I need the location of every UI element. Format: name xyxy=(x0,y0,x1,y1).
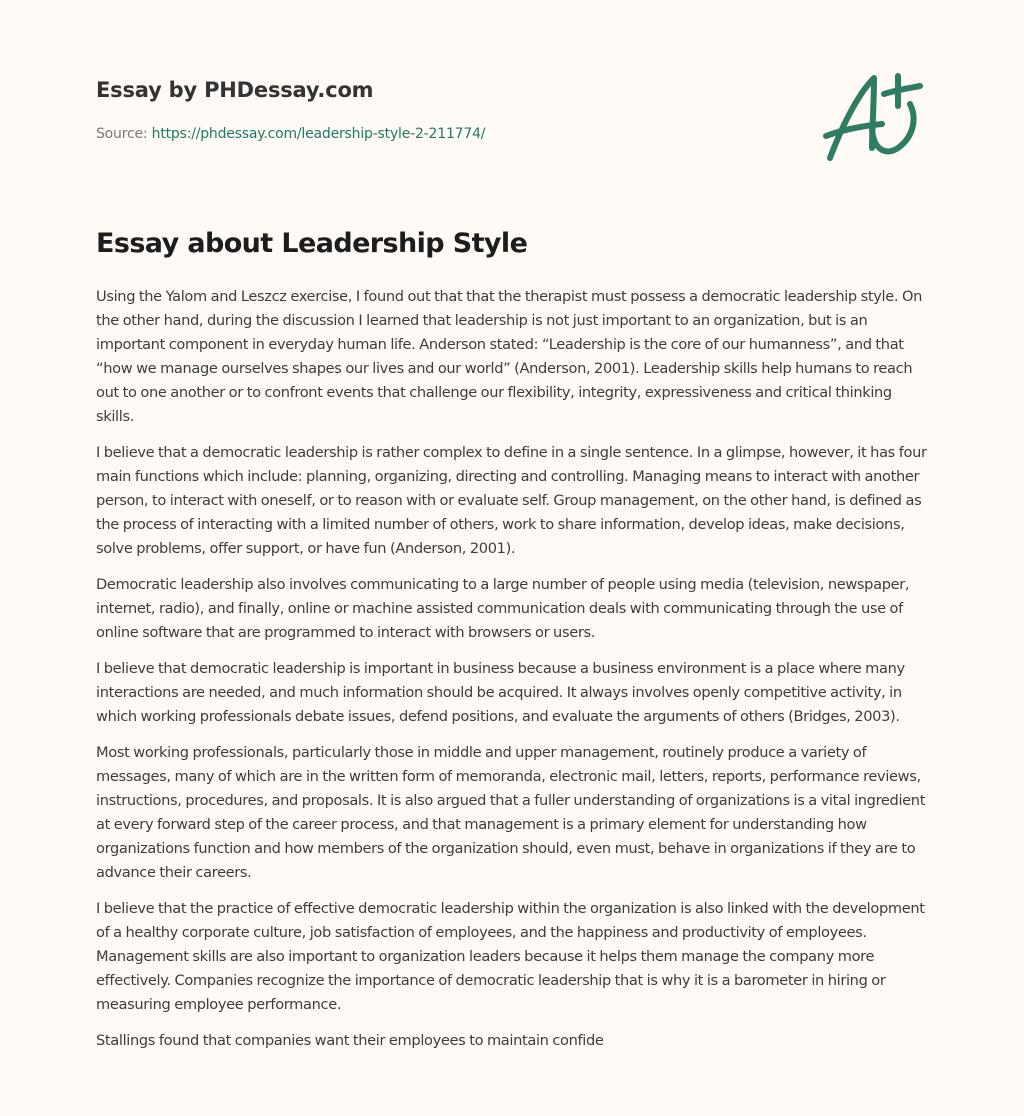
site-title: Essay by PHDessay.com xyxy=(96,78,374,102)
essay-paragraph: Stallings found that companies want their employees to maintain confide xyxy=(96,1032,604,1049)
source-link[interactable]: https://phdessay.com/leadership-style-2-211774/ xyxy=(151,126,486,142)
essay-body xyxy=(96,285,928,1065)
essay-paragraph: I believe that a democratic leadership is rather complex to define in a single sentence. In a glimpse, however, it has four main functions which include: planning, organizing, directing and controlling. Managing means to interact with another person, to interact with oneself, or to reason with or evaluate self. Group management, on the other hand, is defined as the process of interacting with a limited number of others, work to share information, develop ideas, make decisions, solve problems, offer support, or have fun (Anderson, 2001). xyxy=(96,444,927,557)
source-line xyxy=(96,124,796,144)
essay-paragraph: I believe that democratic leadership is important in business because a business environment is a place where many interactions are needed, and much information should be acquired. It always involves openly competitive activity, in which working professionals debate issues, defend positions, and evaluate the arguments of others (Bridges, 2003). xyxy=(96,660,905,725)
a-plus-grade-icon xyxy=(820,64,930,166)
essay-title: Essay about Leadership Style xyxy=(96,228,528,259)
essay-paragraph: Most working professionals, particularly those in middle and upper management, routinely produce a variety of messages, many of which are in the written form of memoranda, electronic mail, letters, reports, performance reviews, instructions, procedures, and proposals. It is also argued that a fuller understanding of organizations is a vital ingredient at every forward step of the career process, and that management is a primary element for understanding how organizations function and how members of the organization should, even must, behave in organizations if they are to advance their careers. xyxy=(96,744,926,881)
essay-paragraph: Democratic leadership also involves communicating to a large number of people using media (television, newspaper, internet, radio), and finally, online or machine assisted communication deals with communicating through the use of online software that are programmed to interact with browsers or users. xyxy=(96,576,910,641)
essay-paragraph: I believe that the practice of effective democratic leadership within the organization is also linked with the development of a healthy corporate culture, job satisfaction of employees, and the happiness and productivity of employees. Management skills are also important to organization leaders because it helps them manage the company more effectively. Companies recognize the importance of democratic leadership that is why it is a barometer in hiring or measuring employee performance. xyxy=(96,900,925,1013)
source-label: Source: xyxy=(96,126,152,142)
page-header xyxy=(96,76,796,144)
essay-paragraph: Using the Yalom and Leszcz exercise, I found out that that the therapist must possess a democratic leadership style. On the other hand, during the discussion I learned that leadership is not just important to an organization, but is an important component in everyday human life. Anderson stated: “Leadership is the core of our humanness”, and that “how we manage ourselves shapes our lives and our world” (Anderson, 2001). Leadership skills help humans to reach out to one another or to confront events that challenge our flexibility, integrity, expressiveness and critical thinking skills. xyxy=(96,288,922,425)
